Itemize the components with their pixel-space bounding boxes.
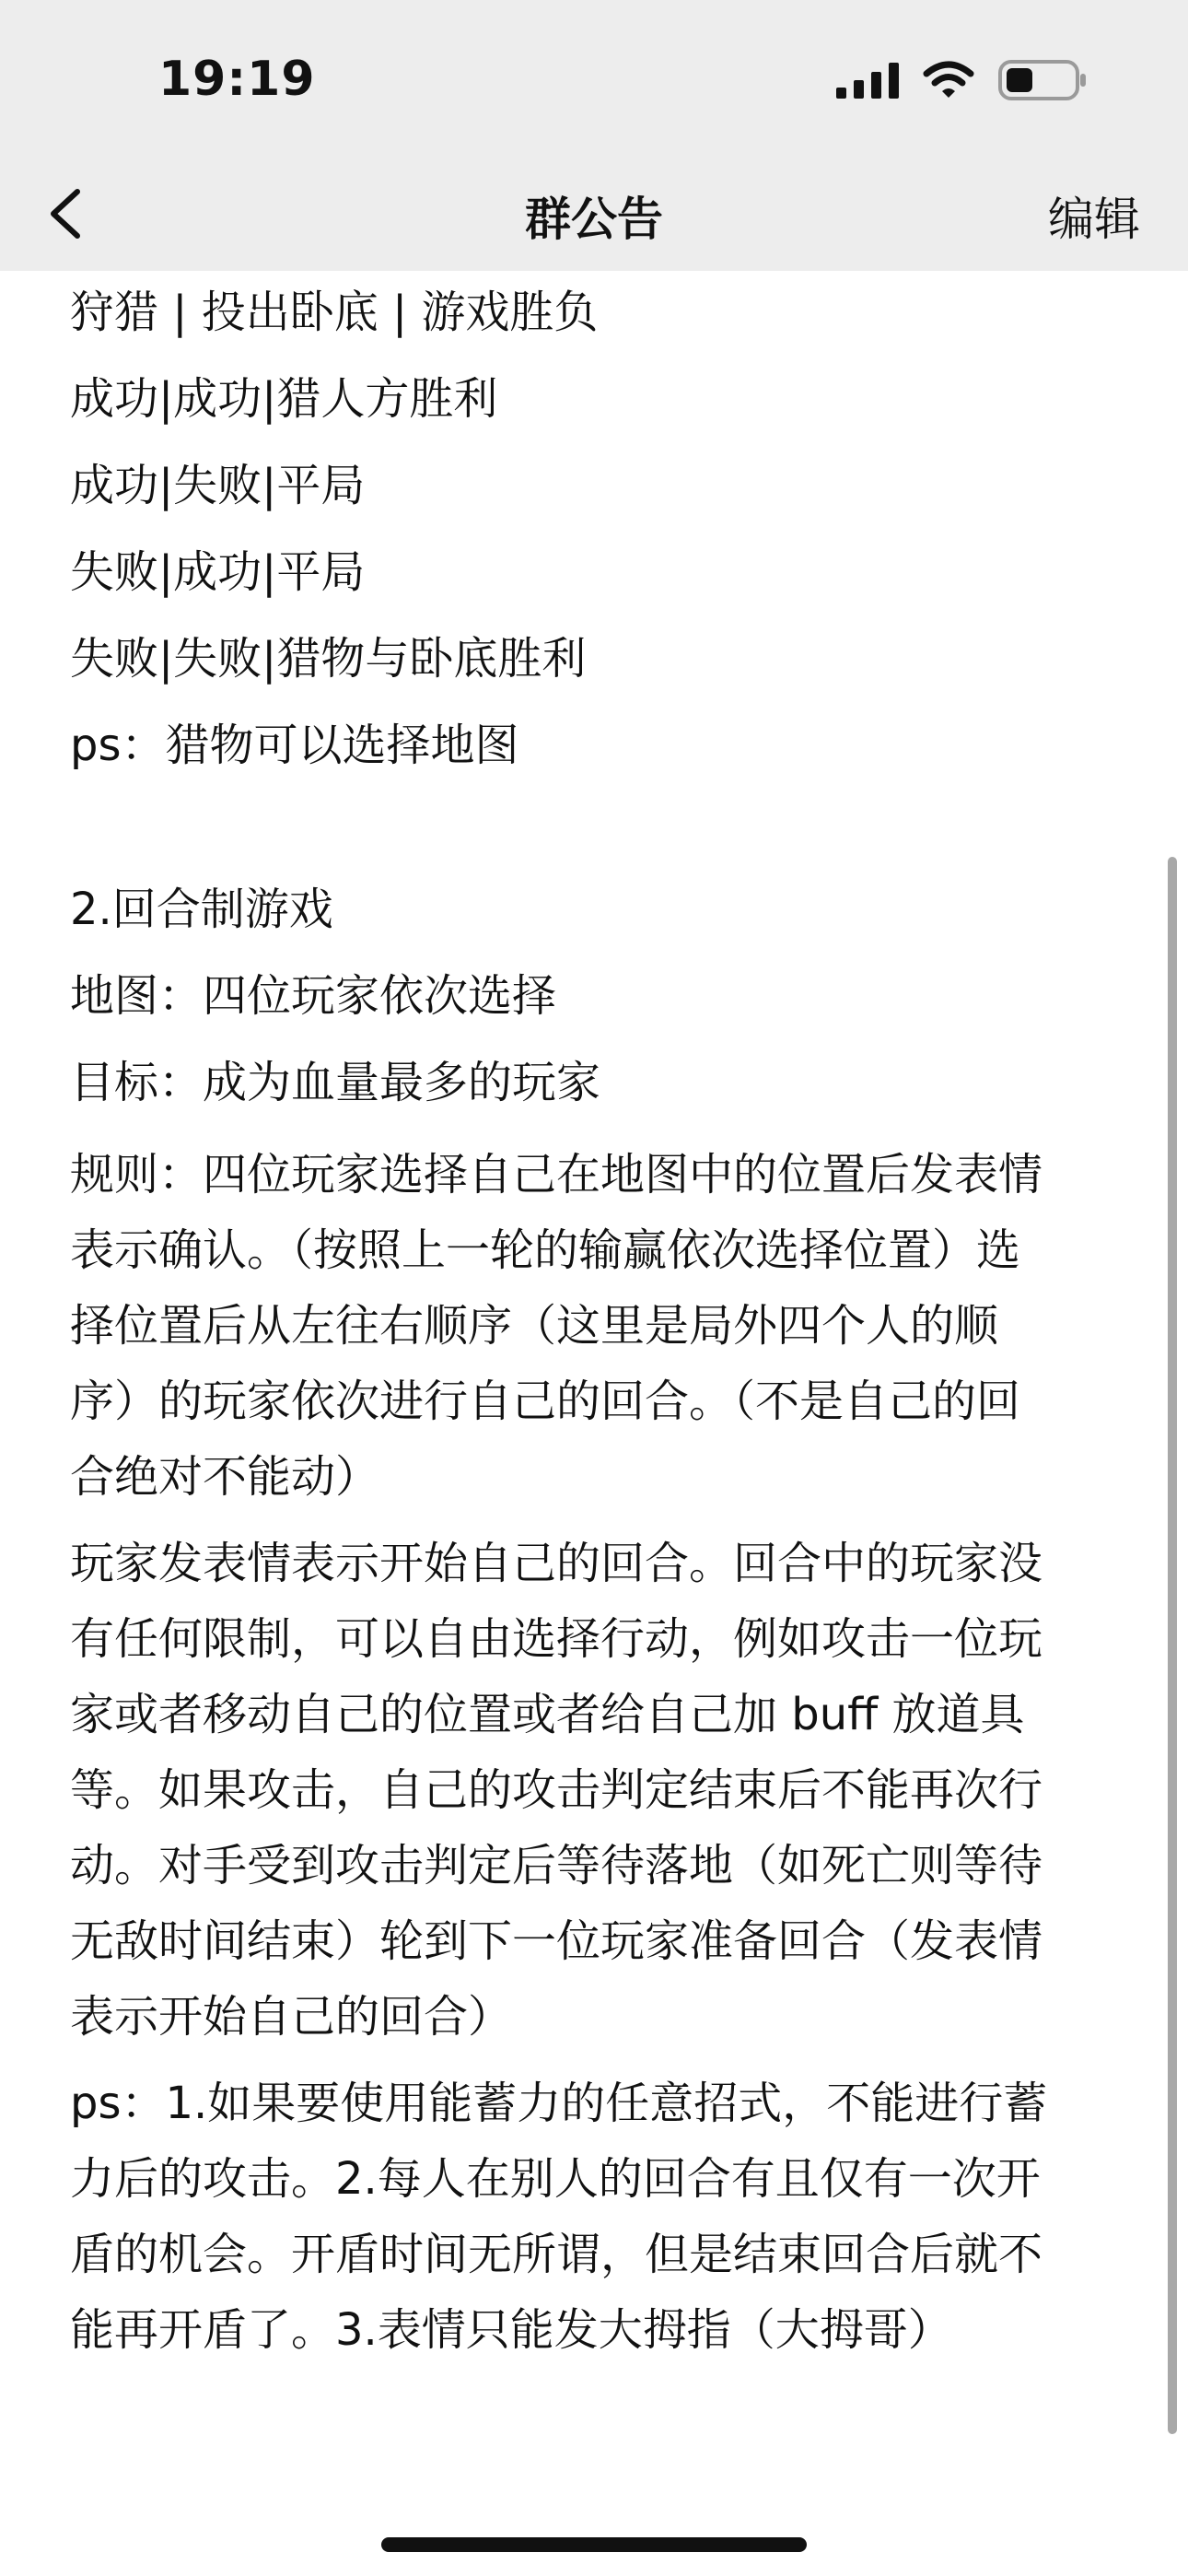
battery-icon [998, 59, 1087, 101]
text-line: 盾的机会。开盾时间无所谓，但是结束回合后就不 [70, 2229, 1043, 2280]
text-line: ps：猎物可以选择地图 [70, 720, 519, 771]
blank-line [70, 789, 1120, 866]
text-line: 家或者移动自己的位置或者给自己加 buff 放道具 [70, 1689, 1025, 1740]
text-line: 成功|成功|猎人方胜利 [70, 373, 498, 425]
text-line: 失败|失败|猎物与卧底胜利 [70, 633, 587, 685]
text-line: 玩家发表情表示开始自己的回合。回合中的玩家没 [70, 1538, 1043, 1589]
text-line: 狩猎 | 投出卧底 | 游戏胜负 [70, 287, 599, 338]
ps-paragraph [70, 2066, 1120, 2368]
text-line: 目标：成为血量最多的玩家 [70, 1057, 601, 1108]
text-line: 表示开始自己的回合） [70, 1991, 513, 2043]
text-line: 动。对手受到攻击判定后等待落地（如死亡则等待 [70, 1840, 1043, 1891]
status-time: 19:19 [158, 52, 316, 107]
announcement-body [70, 271, 1120, 2377]
text-line: 合绝对不能动） [70, 1451, 380, 1503]
text-line: 力后的攻击。2.每人在别人的回合有且仅有一次开 [70, 2153, 1041, 2205]
rules-paragraph [70, 1137, 1120, 1515]
text-line: 成功|失败|平局 [70, 460, 366, 511]
announcement-content[interactable] [0, 271, 1188, 2500]
turn-paragraph [70, 1526, 1120, 2055]
page-title: 群公告 [525, 193, 663, 246]
text-line: 能再开盾了。3.表情只能发大拇指（大拇哥） [70, 2304, 952, 2356]
home-indicator[interactable] [381, 2537, 807, 2552]
section-heading: 2.回合制游戏 [70, 884, 333, 935]
scrollbar[interactable] [1168, 857, 1177, 2434]
text-line: 序）的玩家依次进行自己的回合。（不是自己的回 [70, 1376, 1021, 1427]
wifi-icon [923, 61, 974, 100]
text-line: 规则：四位玩家选择自己在地图中的位置后发表情 [70, 1149, 1043, 1200]
text-line: 无敌时间结束）轮到下一位玩家准备回合（发表情 [70, 1915, 1043, 1967]
edit-button[interactable]: 编辑 [1048, 193, 1140, 246]
text-line: ps：1.如果要使用能蓄力的任意招式，不能进行蓄 [70, 2078, 1048, 2129]
text-line: 等。如果攻击，自己的攻击判定结束后不能再次行 [70, 1764, 1043, 1816]
text-line: 择位置后从左往右顺序（这里是局外四个人的顺 [70, 1300, 999, 1352]
status-bar [0, 0, 1188, 157]
status-icons [836, 57, 1087, 103]
text-line: 表示确认。（按照上一轮的输赢依次选择位置）选 [70, 1224, 1021, 1276]
text-line: 失败|成功|平局 [70, 546, 366, 598]
text-line: 地图：四位玩家依次选择 [70, 970, 557, 1022]
nav-bar [0, 157, 1188, 271]
text-line: 有任何限制，可以自由选择行动，例如攻击一位玩 [70, 1613, 1043, 1665]
signal-icon [836, 62, 899, 99]
